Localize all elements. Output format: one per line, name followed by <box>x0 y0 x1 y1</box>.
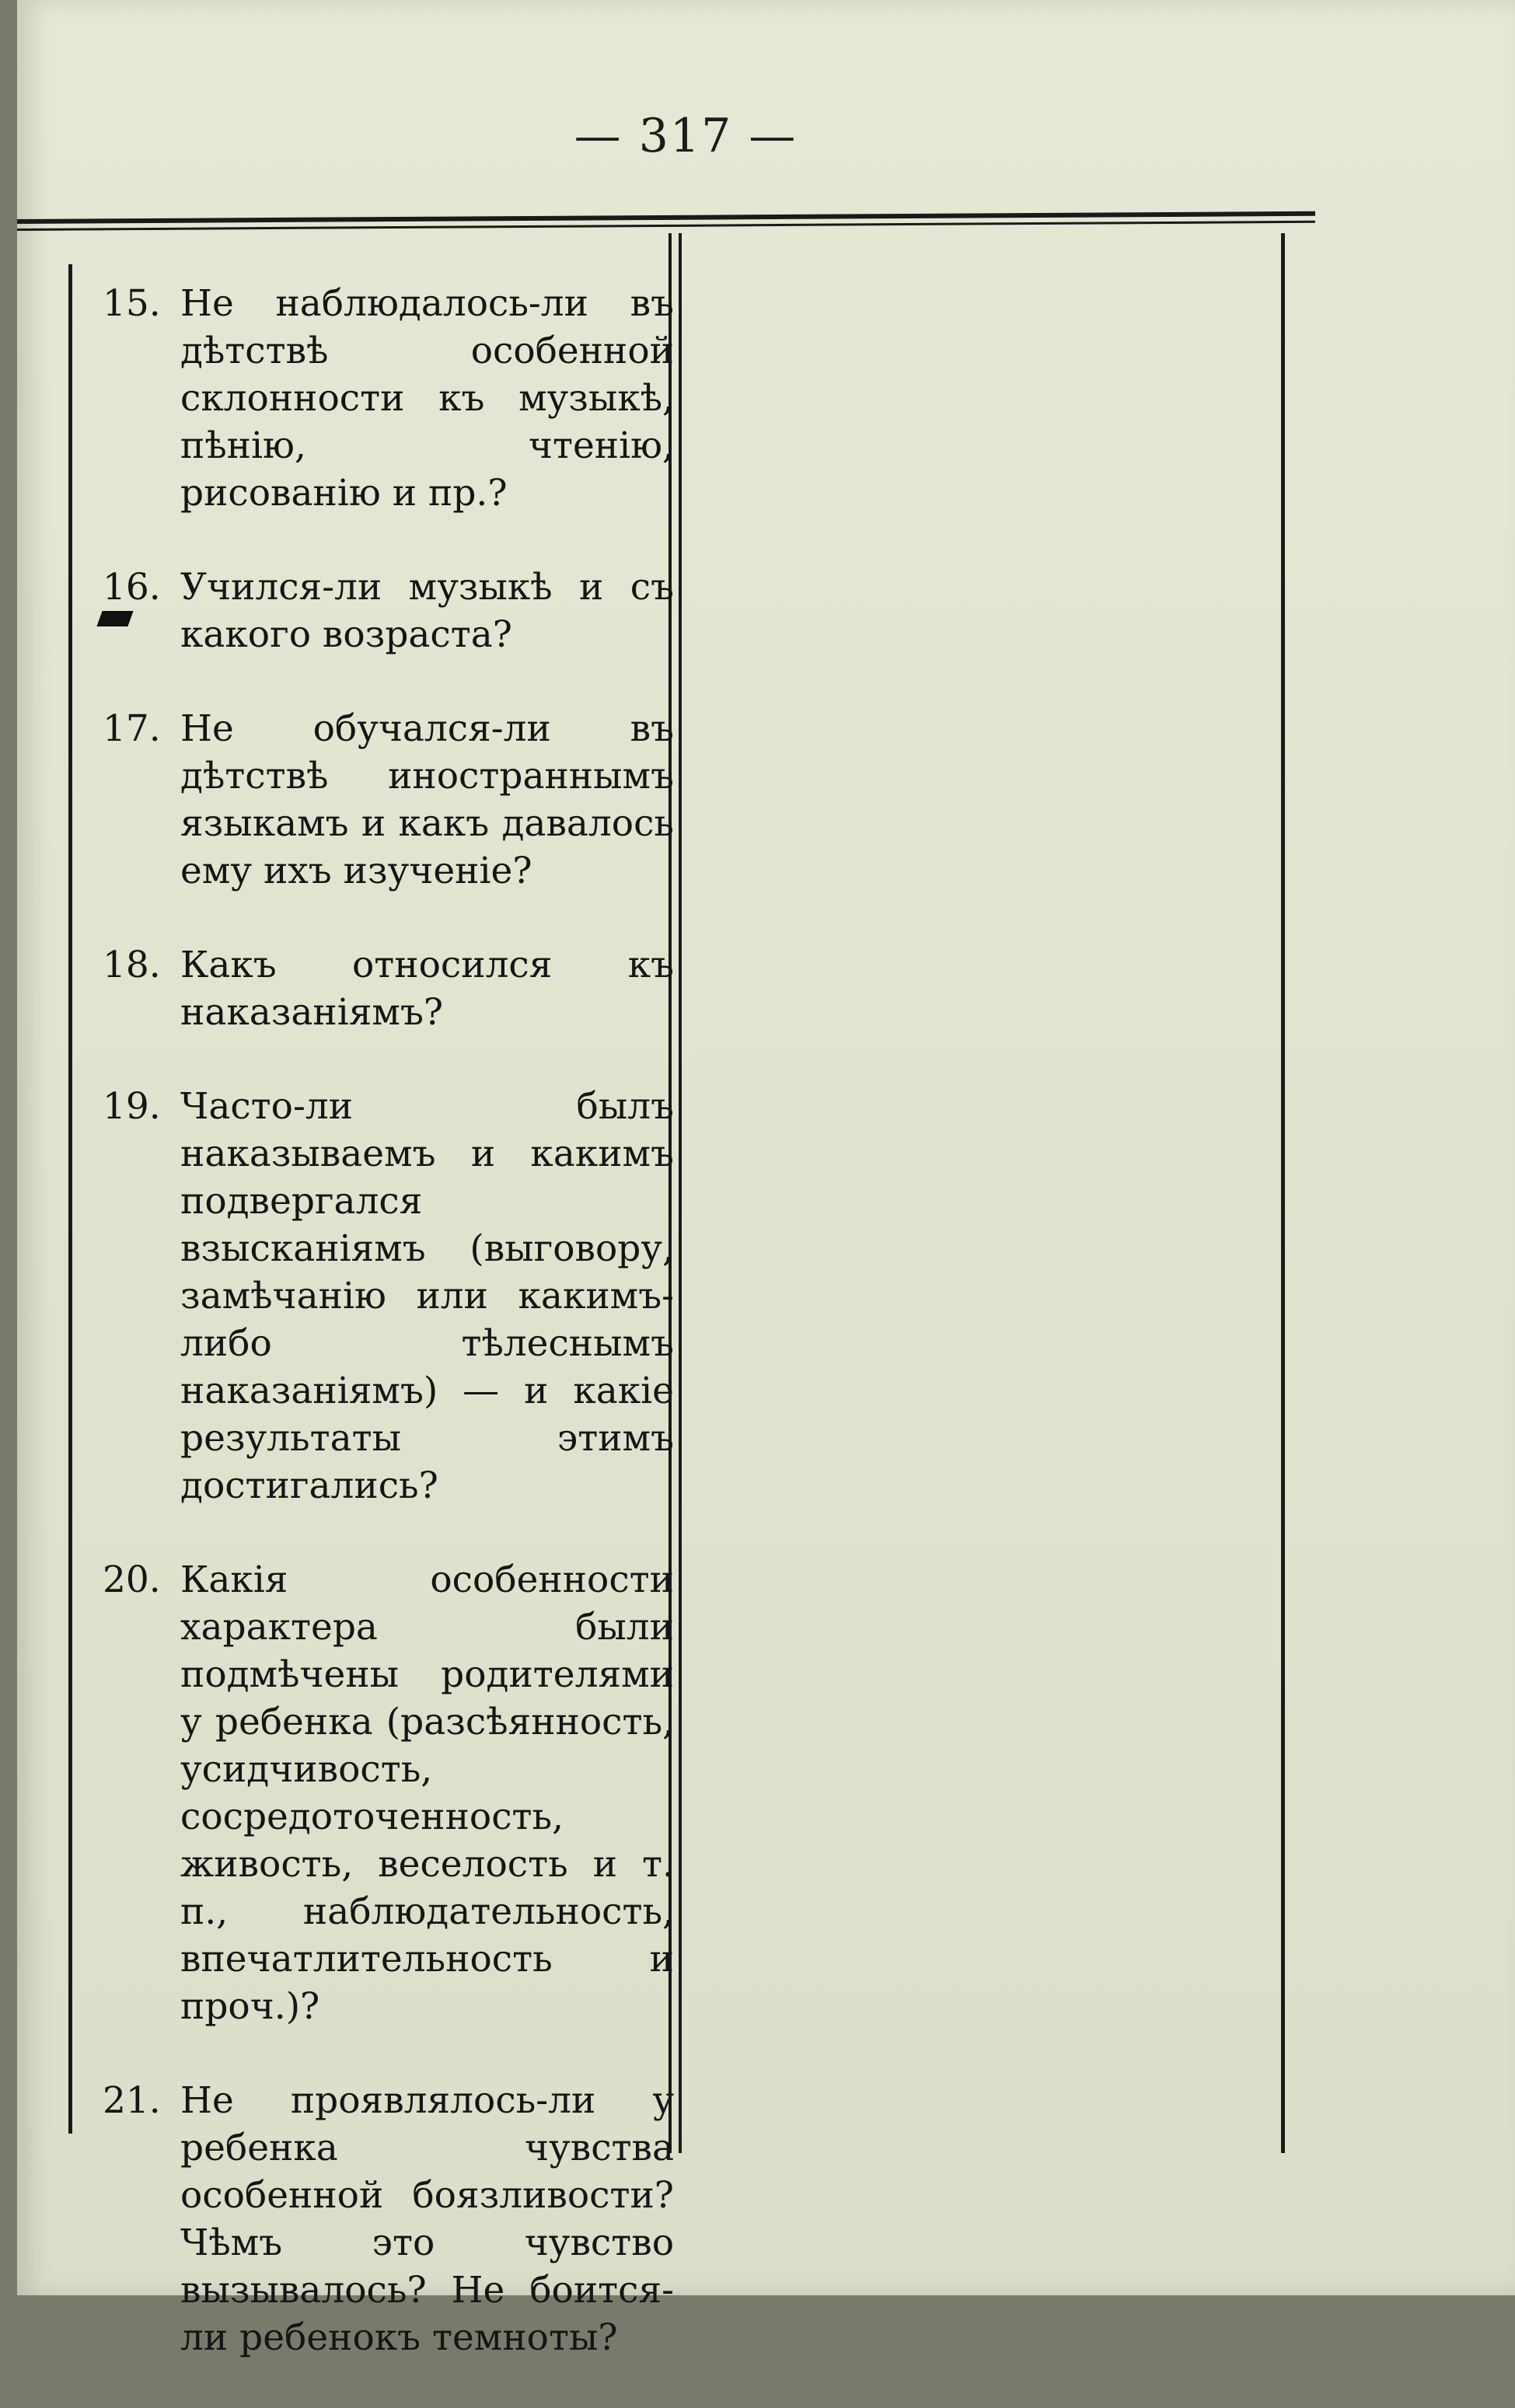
question-text: Не обучался-ли въ дѣтствѣ иностраннымъ языкамъ и какъ давалось ему ихъ изученіе? <box>180 707 674 892</box>
question-item <box>103 705 674 895</box>
question-text: Часто-ли былъ наказываемъ и какимъ подвергался взысканіямъ (выговору, замѣчанію или какимъ-либо тѣлеснымъ наказаніямъ) — и какіе результаты этимъ достигались? <box>180 1085 674 1507</box>
page-sheet <box>17 0 1515 2359</box>
question-item <box>103 1556 674 2030</box>
question-text: Какъ относился къ наказаніямъ? <box>180 944 674 1034</box>
question-item <box>103 1083 674 1509</box>
question-text: Не наблюдалось-ли въ дѣтствѣ особенной склонности къ музыкѣ, пѣнію, чтенію, рисованію и пр.? <box>180 282 674 515</box>
question-item <box>103 941 674 1036</box>
question-text: Какія особенности характера были подмѣчены родителями у ребенка (разсѣянность, усидчивость, сосредоточенность, живость, веселость и т. п., наблюдательность, впечатлительность и проч.)? <box>180 1558 674 2028</box>
question-number: 20. <box>103 1558 161 1601</box>
question-number: 16. <box>103 566 161 609</box>
page-number: — 317 — <box>574 109 798 163</box>
table-right-border <box>1281 233 1285 2153</box>
question-number: 18. <box>103 944 161 986</box>
question-text: Не проявлялось-ли у ребенка чувства особенной боязливости? Чѣмъ это чувство вызывалось? Не боится-ли ребенокъ темноты? <box>180 2079 674 2359</box>
question-number: 21. <box>103 2079 161 2122</box>
question-number: 15. <box>103 282 161 325</box>
question-item <box>103 2077 674 2361</box>
question-text: Учился-ли музыкѣ и съ какого возраста? <box>180 566 674 656</box>
bleed-through-text <box>732 295 1230 384</box>
column-divider-second <box>679 233 682 2153</box>
question-number: 19. <box>103 1085 161 1128</box>
question-item <box>103 280 674 517</box>
question-number: 17. <box>103 707 161 750</box>
table-left-border <box>68 264 72 2134</box>
question-item <box>103 564 674 658</box>
questions-column <box>103 280 674 2408</box>
